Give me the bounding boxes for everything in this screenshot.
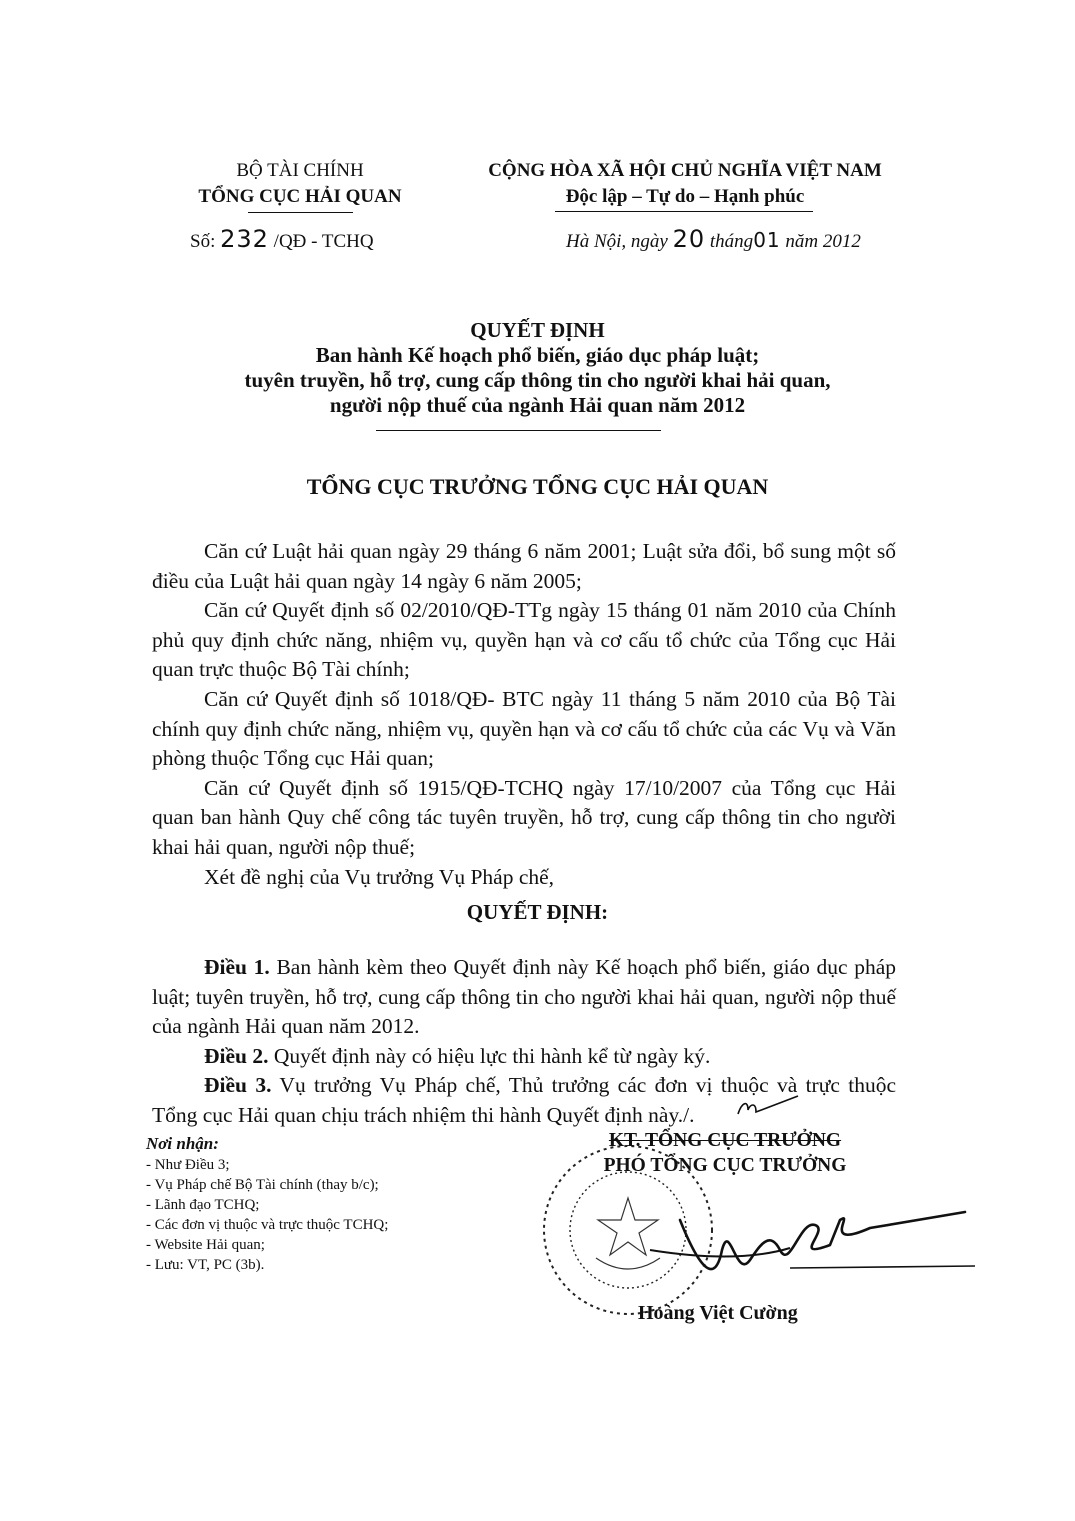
agency-name: TỔNG CỤC HẢI QUAN	[198, 186, 402, 207]
recipients	[146, 1133, 486, 1275]
recipient-list	[146, 1155, 486, 1275]
number-value: 232	[220, 225, 269, 253]
decision-title	[160, 318, 915, 418]
article-1	[152, 953, 896, 1042]
document-number	[190, 226, 430, 255]
title-line-2: tuyên truyền, hỗ trợ, cung cấp thông tin cho người khai hải quan,	[244, 368, 831, 392]
initials-mark-icon	[734, 1092, 804, 1120]
country-name: CỘNG HÒA XÃ HỘI CHỦ NGHĨA VIỆT NAM	[488, 160, 882, 181]
title-underline	[376, 430, 661, 431]
recipient-item: - Các đơn vị thuộc và trực thuộc TCHQ;	[146, 1217, 389, 1233]
header-right	[460, 158, 910, 210]
preamble	[152, 537, 896, 892]
recipient-item: - Lãnh đạo TCHQ;	[146, 1197, 260, 1213]
recipient-item: - Như Điều 3;	[146, 1157, 230, 1173]
recipient-item: - Lưu: VT, PC (3b).	[146, 1257, 265, 1273]
recipient-item: - Website Hải quan;	[146, 1237, 265, 1253]
handwritten-signature-icon	[640, 1190, 980, 1300]
preamble-item: Căn cứ Luật hải quan ngày 29 tháng 6 năm 2001; Luật sửa đổi, bổ sung một số điều của Luật hải quan ngày 14 ngày 6 năm 2005;	[152, 539, 896, 593]
article-label: Điều 2.	[204, 1043, 269, 1068]
article-label: Điều 1.	[204, 955, 270, 979]
title-line-3: người nộp thuế của ngành Hải quan năm 2012	[329, 393, 746, 417]
decision-heading: QUYẾT ĐỊNH:	[466, 900, 609, 924]
article-text: Quyết định này có hiệu lực thi hành kể từ ngày ký.	[273, 1043, 711, 1068]
signature-line-2: PHÓ TỔNG CỤC TRƯỞNG	[603, 1155, 847, 1176]
issue-date	[566, 226, 896, 255]
ministry-name: BỘ TÀI CHÍNH	[236, 160, 364, 181]
header-left	[180, 158, 420, 210]
date-month-label: tháng	[709, 231, 754, 252]
date-year: năm 2012	[785, 231, 861, 252]
preamble-item: Xét đề nghị của Vụ trưởng Vụ Pháp chế,	[204, 864, 555, 889]
signature-line-1: KT. TỔNG CỤC TRƯỞNG	[608, 1130, 842, 1151]
preamble-item: Căn cứ Quyết định số 1915/QĐ-TCHQ ngày 17/10/2007 của Tổng cục Hải quan ban hành Quy chế công tác tuyên truyền, hỗ trợ, cung cấp thông tin cho người khai hải quan, người nộp thuế;	[152, 775, 896, 859]
number-prefix: Số:	[190, 231, 216, 252]
article-2	[152, 1042, 896, 1072]
number-suffix: /QĐ - TCHQ	[273, 231, 374, 252]
article-text: Vụ trưởng Vụ Pháp chế, Thủ trưởng các đơn vị thuộc và trực thuộc Tổng cục Hải quan chịu trách nhiệm thi hành Quyết định này./.	[152, 1073, 897, 1127]
recipients-title: Nơi nhận:	[146, 1134, 219, 1153]
preamble-item: Căn cứ Quyết định số 1018/QĐ- BTC ngày 11 tháng 5 năm 2010 của Bộ Tài chính quy định chức năng, nhiệm vụ, quyền hạn và cơ cấu tổ chức của các Vụ và Văn phòng thuộc Tổng cục Hải quan;	[152, 686, 896, 771]
issuing-authority: TỔNG CỤC TRƯỞNG TỔNG CỤC HẢI QUAN	[306, 474, 769, 499]
article-text: Ban hành kèm theo Quyết định này Kế hoạch phổ biến, giáo dục pháp luật; tuyên truyền, hỗ trợ, cung cấp thông tin cho người khai hải quan, người nộp thuế của ngành Hải quan năm 2012.	[152, 955, 897, 1039]
header-left-underline	[248, 212, 353, 213]
article-label: Điều 3.	[204, 1073, 272, 1098]
signature-titles	[560, 1128, 890, 1178]
motto-underline	[555, 211, 813, 212]
national-motto: Độc lập – Tự do – Hạnh phúc	[565, 186, 805, 207]
title-line-1: Ban hành Kế hoạch phổ biến, giáo dục pháp luật;	[315, 343, 760, 367]
preamble-item: Căn cứ Quyết định số 02/2010/QĐ-TTg ngày 15 tháng 01 năm 2010 của Chính phủ quy định chức năng, nhiệm vụ, quyền hạn và cơ cấu tổ chức của Tổng cục Hải quan trực thuộc Bộ Tài chính;	[152, 598, 896, 682]
title-heading: QUYẾT ĐỊNH	[470, 318, 605, 342]
recipient-item: - Vụ Pháp chế Bộ Tài chính (thay b/c);	[146, 1177, 379, 1193]
signer-name: Hoàng Việt Cường	[638, 1302, 798, 1324]
date-day: 20	[672, 225, 706, 253]
date-month: 01	[753, 228, 781, 252]
date-place: Hà Nội, ngày	[566, 231, 668, 252]
